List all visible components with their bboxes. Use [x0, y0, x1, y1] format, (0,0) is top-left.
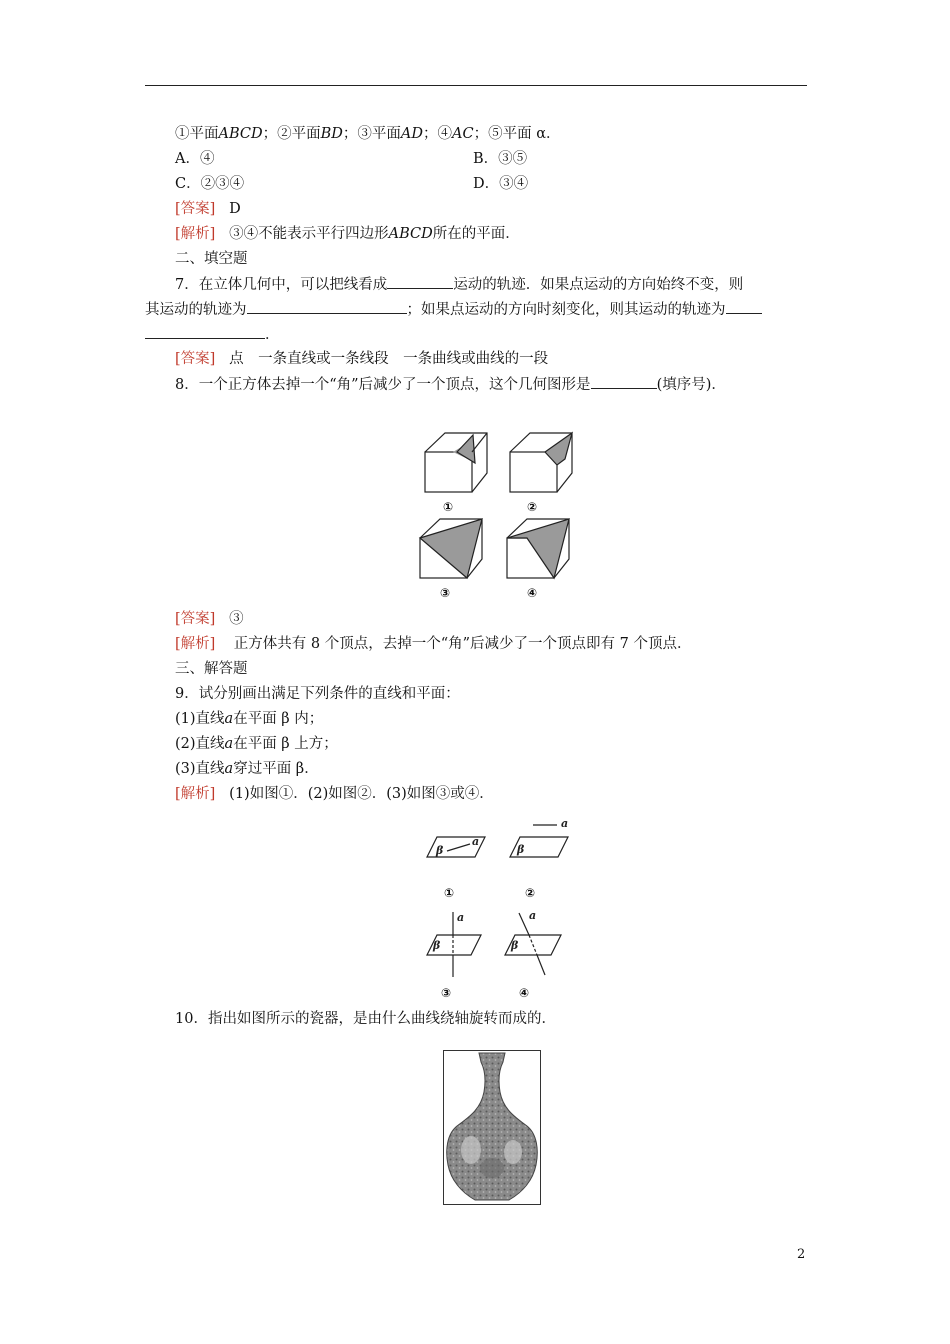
q9-cond-2: (2)直线a在平面 β 上方； [175, 736, 338, 752]
q9-plane-figure [415, 815, 580, 1000]
q8-caption-4: ④ [527, 586, 538, 600]
line-a-1 [447, 844, 470, 851]
svg-text:a: a [472, 835, 480, 848]
blank-1 [387, 274, 453, 289]
q6-option-a: A．④ [175, 151, 215, 167]
q9-caption-4: ④ [519, 986, 530, 1000]
q9-caption-2: ② [525, 886, 536, 900]
q6-answer: [答案] D [175, 201, 241, 217]
answer-tag: [答案] [175, 201, 216, 217]
q9-cond-1: (1)直线a在平面 β 内； [175, 711, 324, 727]
cube-2 [510, 433, 572, 492]
analysis-tag: [解析] [175, 636, 216, 652]
analysis-tag: [解析] [175, 786, 216, 802]
q8-caption-3: ③ [440, 586, 451, 600]
vase-image [443, 1050, 541, 1205]
line-a-4-top [519, 913, 529, 935]
q8-analysis: [解析] 正方体共有 8 个顶点，去掉一个“角”后减少了一个顶点即有 7 个顶点． [175, 636, 692, 652]
q9-caption-3: ③ [441, 986, 452, 1000]
header-rule [145, 85, 807, 86]
blank-3b [145, 324, 265, 339]
section-title-fill-in: 二、填空题 [175, 251, 248, 267]
q7-answer: [答案] 点 一条直线或一条线段 一条曲线或曲线的一段 [175, 351, 549, 367]
svg-text:a: a [561, 817, 569, 830]
q7-line-1: 7．在立体几何中，可以把线看成 运动的轨迹．如果点运动的方向始终不变，则 [175, 274, 743, 295]
q9-caption-1: ① [444, 886, 455, 900]
q6-option-b: B．③⑤ [473, 151, 528, 167]
svg-text:a: a [529, 909, 537, 922]
q6-options-line: ①平面ABCD；②平面BD；③平面AD；④AC；⑤平面 α． [175, 126, 561, 142]
q6-option-d: D．③④ [473, 176, 529, 192]
answer-tag: [答案] [175, 351, 216, 367]
q8-answer: [答案] ③ [175, 611, 244, 627]
q8-stem: 8．一个正方体去掉一个“角”后减少了一个顶点，这个几何图形是 (填序号)． [175, 374, 726, 395]
q9-analysis: [解析] (1)如图①．(2)如图②．(3)如图③或④． [175, 786, 494, 802]
q7-line-3: ． [145, 324, 280, 345]
svg-text:β: β [517, 843, 525, 856]
blank-3a [726, 299, 762, 314]
answer-tag: [答案] [175, 611, 216, 627]
cube-1 [425, 433, 487, 492]
q6-analysis: [解析] ③④不能表示平行四边形ABCD所在的平面． [175, 226, 520, 242]
q9-stem: 9．试分别画出满足下列条件的直线和平面： [175, 686, 460, 702]
q6-option-c: C．②③④ [175, 176, 245, 192]
analysis-tag: [解析] [175, 226, 216, 242]
q8-caption-2: ② [527, 500, 538, 514]
cube-4 [507, 519, 569, 578]
q9-cond-3: (3)直线a穿过平面 β． [175, 761, 319, 777]
page-number: 2 [797, 1247, 806, 1262]
svg-text:β: β [436, 844, 444, 857]
blank-q8 [591, 374, 657, 389]
blank-2 [247, 299, 407, 314]
q10-stem: 10．指出如图所示的瓷器，是由什么曲线绕轴旋转而成的． [175, 1011, 556, 1027]
section-title-solve: 三、解答题 [175, 661, 248, 677]
q8-caption-1: ① [443, 500, 454, 514]
cube-3 [420, 519, 482, 578]
svg-text:β: β [433, 939, 441, 952]
q7-line-2: 其运动的轨迹为 ；如果点运动的方向时刻变化，则其运动的轨迹为 [145, 299, 762, 320]
q8-cube-figure [405, 425, 590, 605]
svg-text:β: β [511, 939, 519, 952]
svg-text:a: a [457, 911, 465, 924]
